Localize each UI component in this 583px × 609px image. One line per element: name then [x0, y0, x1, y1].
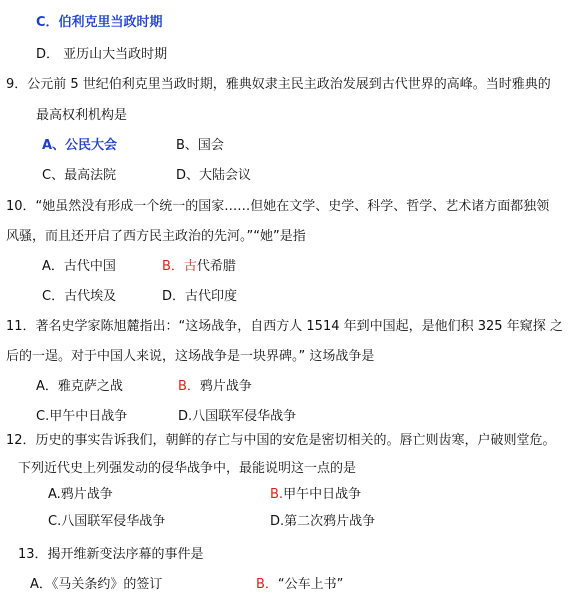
q10-option-a: A．古代中国	[42, 259, 116, 274]
q10-option-b	[162, 258, 236, 276]
q10-option-b-text: 代希腊	[196, 259, 236, 274]
q9-stem-line1: 9．公元前 5 世纪伯利克里当政时期，雅典奴隶主民主政治发展到古代世界的高峰。当时雅典的	[6, 77, 551, 92]
q13-option-a: A．《马关条约》的签订	[30, 577, 163, 592]
q11-option-d: D.八国联军侵华战争	[178, 409, 297, 424]
q11-option-b-letter: B．	[178, 379, 200, 394]
q11-option-b-text: 鸦片战争	[199, 379, 252, 394]
q9-option-c: C、最高法院	[42, 168, 117, 183]
q10-option-c: C．古代埃及	[42, 289, 117, 304]
q9-option-d: D、大陆会议	[176, 168, 252, 183]
q10-stem-line2: 风骚，而且还开启了西方民主政治的先河。”“她”是指	[6, 229, 306, 244]
q8-option-c: C．伯利克里当政时期	[36, 15, 163, 30]
q8-option-d: D． 亚历山大当政时期	[36, 47, 168, 62]
q12-stem-line1: 12．历史的事实告诉我们，朝鲜的存亡与中国的安危是密切相关的。唇亡则齿寒，户破则堂危。	[6, 433, 556, 448]
q9-option-a: A、公民大会	[42, 138, 118, 153]
q13-stem-line1: 13．揭开维新变法序幕的事件是	[18, 547, 204, 562]
q11-stem-line1: 11．著名史学家陈旭麓指出：“这场战争，自西方人 1514 年到中国起，是他们积 325 年窥探 之	[6, 319, 563, 334]
q9-stem-line2: 最高权利机构是	[36, 108, 128, 123]
q11-option-b	[178, 378, 252, 396]
q11-option-c: C.甲午中日战争	[36, 409, 128, 424]
q12-option-a: A.鸦片战争	[48, 487, 113, 502]
q10-stem-line1: 10．“她虽然没有形成一个统一的国家……但她在文学、史学、科学、哲学、艺术诸方面都独领	[6, 199, 550, 214]
q10-option-d: D．古代印度	[162, 289, 238, 304]
q12-option-b-letter: B.	[270, 487, 284, 502]
q12-option-b	[270, 486, 361, 504]
q12-option-b-text: 甲午中日战争	[283, 487, 362, 502]
q12-option-c: C.八国联军侵华战争	[48, 514, 166, 529]
q10-option-b-letter: B．古	[162, 259, 197, 274]
q9-option-b: B、国会	[176, 138, 224, 153]
q13-option-b-letter: B．	[256, 577, 278, 592]
q13-option-b	[256, 576, 343, 594]
q13-option-b-text: “公车上书”	[277, 577, 344, 592]
q11-stem-line2: 后的一逞。对于中国人来说，这场战争是一块界碑。” 这场战争是	[6, 349, 375, 364]
q12-stem-line2: 下列近代史上列强发动的侵华战争中，最能说明这一点的是	[18, 461, 357, 476]
q11-option-a: A．雅克萨之战	[36, 379, 123, 394]
q12-option-d: D.第二次鸦片战争	[270, 514, 376, 529]
